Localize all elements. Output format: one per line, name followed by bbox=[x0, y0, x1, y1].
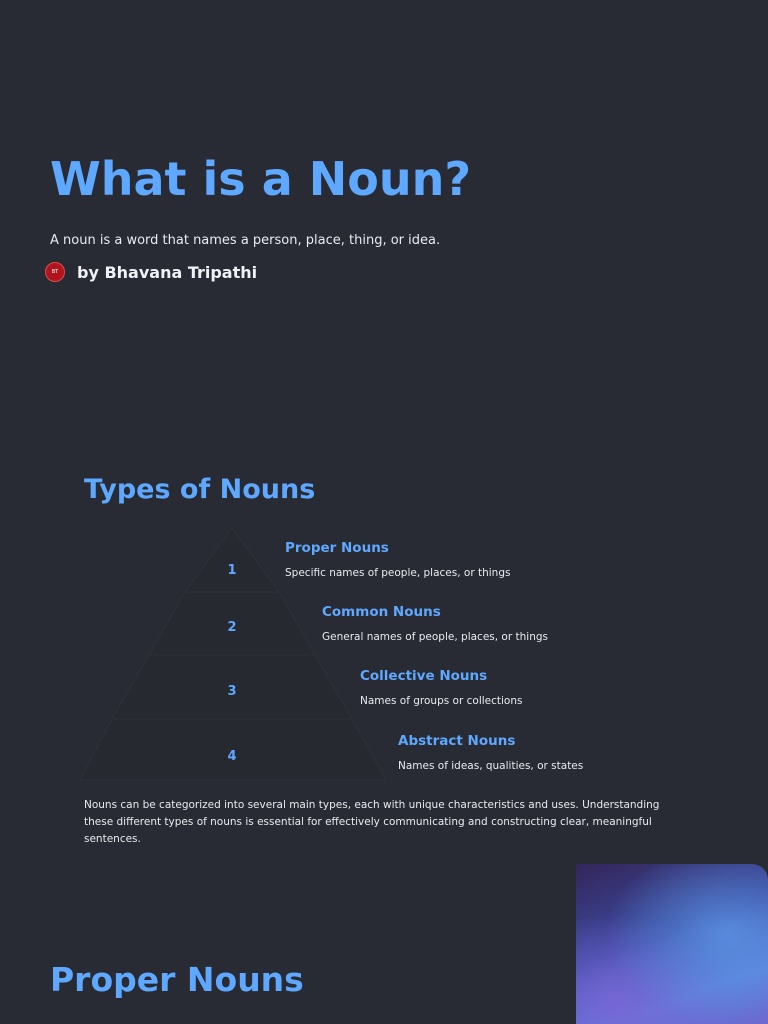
noun-type-label: Proper Nouns bbox=[285, 540, 389, 556]
noun-type-label: Collective Nouns bbox=[360, 668, 488, 684]
author-name: by Bhavana Tripathi bbox=[77, 262, 258, 282]
page-title: What is a Noun? bbox=[50, 152, 472, 206]
types-heading: Types of Nouns bbox=[84, 474, 316, 505]
noun-type-desc: Specific names of people, places, or things bbox=[285, 567, 511, 579]
level-number: 3 bbox=[227, 684, 237, 699]
level-number: 4 bbox=[227, 749, 237, 764]
noun-type-label: Abstract Nouns bbox=[398, 733, 516, 749]
types-paragraph: Nouns can be categorized into several main types, each with unique characteristics and uses. Understanding these different types of nouns is essential for effectively communicating and constructing clear, meaningful sentences. bbox=[84, 799, 660, 845]
noun-type-collective bbox=[360, 668, 522, 707]
decorative-gradient-image bbox=[576, 864, 768, 1024]
noun-type-common bbox=[322, 604, 548, 643]
level-number: 1 bbox=[227, 563, 237, 578]
level-number: 2 bbox=[227, 620, 237, 635]
noun-type-desc: General names of people, places, or things bbox=[322, 631, 548, 643]
pyramid-level-1 bbox=[185, 528, 279, 592]
proper-nouns-heading: Proper Nouns bbox=[50, 960, 304, 999]
noun-type-desc: Names of ideas, qualities, or states bbox=[398, 760, 584, 772]
noun-type-label: Common Nouns bbox=[322, 604, 441, 620]
avatar: BT bbox=[45, 262, 65, 282]
page-subtitle: A noun is a word that names a person, place, thing, or idea. bbox=[50, 233, 441, 248]
author-row bbox=[45, 262, 257, 282]
noun-type-desc: Names of groups or collections bbox=[360, 695, 523, 707]
noun-type-proper bbox=[285, 540, 510, 579]
noun-type-abstract bbox=[398, 733, 583, 772]
